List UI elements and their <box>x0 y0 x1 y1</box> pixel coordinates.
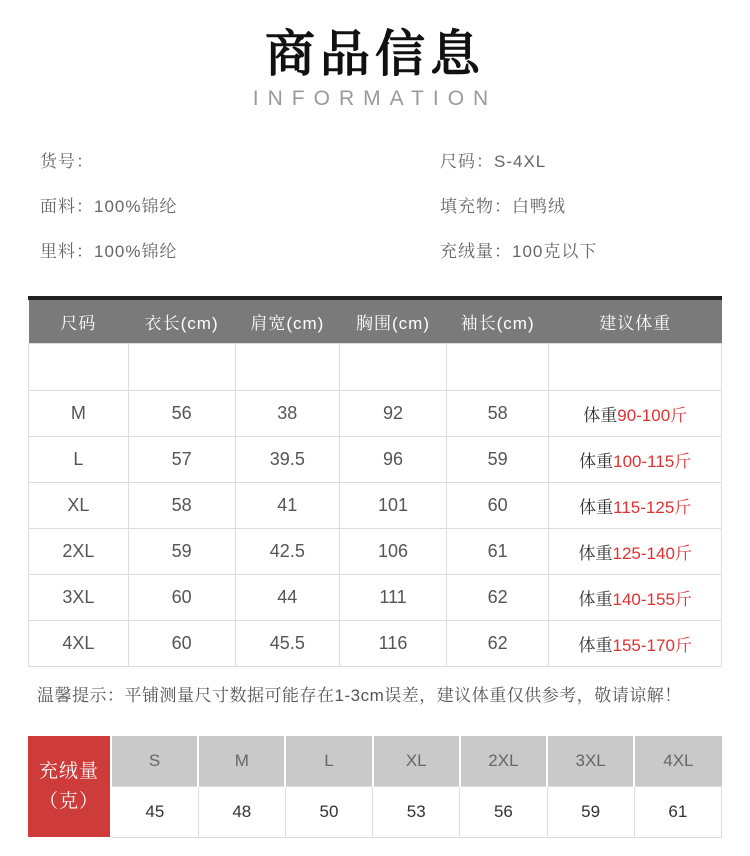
shoulder-cell: 39.5 <box>235 437 340 483</box>
length-cell: 60 <box>128 621 235 667</box>
down-size-header: L <box>285 736 372 786</box>
down-fill-value: 56 <box>460 786 547 837</box>
fabric-value: 100%锦纶 <box>94 196 178 216</box>
weight-range: 100-115斤 <box>613 452 692 471</box>
down-amount-label: 充绒量： <box>440 241 512 261</box>
column-header-sleeve: 袖长(cm) <box>446 300 549 344</box>
down-fill-row-label <box>28 736 111 837</box>
shoulder-cell: 41 <box>235 483 340 529</box>
table-row-2xl <box>29 529 722 575</box>
down-fill-value: 50 <box>285 786 372 837</box>
weight-cell <box>549 529 722 575</box>
shoulder-cell: 38 <box>235 391 340 437</box>
measurement-note: 温馨提示：平铺测量尺寸数据可能存在1-3cm误差，建议体重仅供参考，敬请谅解！ <box>37 686 682 705</box>
length-cell: 60 <box>128 575 235 621</box>
table-row-m <box>29 391 722 437</box>
sleeve-cell: 58 <box>446 391 549 437</box>
shoulder-cell: 45.5 <box>235 621 340 667</box>
page-title: 商品信息 <box>265 26 485 82</box>
down-size-header: 3XL <box>547 736 634 786</box>
column-header-weight: 建议体重 <box>549 300 722 344</box>
fabric-label: 面料： <box>40 196 94 216</box>
weight-prefix: 体重 <box>578 544 613 563</box>
weight-range: 115-125斤 <box>613 498 692 517</box>
weight-cell <box>549 437 722 483</box>
size-chart <box>28 296 722 668</box>
down-fill-value: 48 <box>198 786 285 837</box>
shoulder-cell: 44 <box>235 575 340 621</box>
weight-range: 125-140斤 <box>612 544 692 563</box>
weight-range: 90-100斤 <box>617 406 688 425</box>
down-fill-value-row <box>28 786 722 837</box>
column-header-shoulder: 肩宽(cm) <box>235 300 340 344</box>
sleeve-cell: 61 <box>446 529 549 575</box>
down-fill-value: 59 <box>547 786 634 837</box>
down-fill-label-line1: 充绒量 <box>38 761 99 783</box>
bust-cell: 101 <box>340 483 447 529</box>
table-row-l <box>29 437 722 483</box>
sleeve-cell: 60 <box>446 483 549 529</box>
down-fill-table <box>28 736 722 838</box>
table-row-empty <box>29 344 722 391</box>
item-number-row <box>40 149 440 194</box>
filling-row <box>440 194 710 239</box>
filling-label: 填充物： <box>440 196 512 216</box>
weight-cell <box>549 391 722 437</box>
size-range-row <box>440 149 710 194</box>
column-header-size: 尺码 <box>29 300 129 344</box>
weight-prefix: 体重 <box>578 590 613 609</box>
item-number-label: 货号： <box>40 151 94 171</box>
length-cell: 59 <box>128 529 235 575</box>
column-header-length: 衣长(cm) <box>128 300 235 344</box>
bust-cell: 106 <box>340 529 447 575</box>
empty-cell <box>446 344 549 391</box>
table-row-4xl <box>29 621 722 667</box>
length-cell: 57 <box>128 437 235 483</box>
page-subtitle: INFORMATION <box>252 86 498 110</box>
size-chart-header-row <box>29 300 722 344</box>
size-cell: 3XL <box>29 575 129 621</box>
bust-cell: 96 <box>340 437 447 483</box>
size-cell: L <box>29 437 129 483</box>
filling-value: 白鸭绒 <box>512 196 566 216</box>
size-range-label: 尺码： <box>440 151 494 171</box>
down-fill-chart <box>28 736 722 838</box>
down-amount-row <box>440 239 710 284</box>
weight-range: 140-155斤 <box>612 590 692 609</box>
down-size-header: XL <box>373 736 460 786</box>
size-chart-table <box>28 300 722 668</box>
empty-cell <box>29 344 129 391</box>
length-cell: 56 <box>128 391 235 437</box>
weight-prefix: 体重 <box>579 452 614 471</box>
weight-prefix: 体重 <box>579 498 614 517</box>
size-cell: M <box>29 391 129 437</box>
bust-cell: 116 <box>340 621 447 667</box>
page-header <box>0 0 750 111</box>
size-cell: 2XL <box>29 529 129 575</box>
weight-cell <box>549 575 722 621</box>
empty-cell <box>340 344 447 391</box>
weight-prefix: 体重 <box>578 636 613 655</box>
weight-prefix: 体重 <box>583 406 618 425</box>
lining-row <box>40 239 440 284</box>
size-cell: XL <box>29 483 129 529</box>
bust-cell: 111 <box>340 575 447 621</box>
empty-cell <box>235 344 340 391</box>
down-size-header: S <box>111 736 198 786</box>
weight-cell <box>549 621 722 667</box>
size-range-value: S-4XL <box>494 151 547 171</box>
bust-cell: 92 <box>340 391 447 437</box>
product-info-section <box>40 149 710 284</box>
product-info-left-column <box>40 149 440 284</box>
down-size-header: 4XL <box>634 736 721 786</box>
table-row-3xl <box>29 575 722 621</box>
weight-range: 155-170斤 <box>612 636 692 655</box>
down-fill-label-line2: （克） <box>38 790 99 812</box>
lining-label: 里料： <box>40 241 94 261</box>
column-header-bust: 胸围(cm) <box>340 300 447 344</box>
fabric-row <box>40 194 440 239</box>
sleeve-cell: 62 <box>446 575 549 621</box>
down-fill-value: 53 <box>373 786 460 837</box>
sleeve-cell: 59 <box>446 437 549 483</box>
shoulder-cell: 42.5 <box>235 529 340 575</box>
down-fill-header-row <box>28 736 722 786</box>
table-row-xl <box>29 483 722 529</box>
size-cell: 4XL <box>29 621 129 667</box>
empty-cell <box>549 344 722 391</box>
empty-cell <box>128 344 235 391</box>
down-fill-value: 45 <box>111 786 198 837</box>
weight-cell <box>549 483 722 529</box>
product-info-right-column <box>440 149 710 284</box>
sleeve-cell: 62 <box>446 621 549 667</box>
down-fill-value: 61 <box>634 786 721 837</box>
down-amount-value: 100克以下 <box>512 241 598 261</box>
down-size-header: M <box>198 736 285 786</box>
down-size-header: 2XL <box>460 736 547 786</box>
length-cell: 58 <box>128 483 235 529</box>
lining-value: 100%锦纶 <box>94 241 178 261</box>
